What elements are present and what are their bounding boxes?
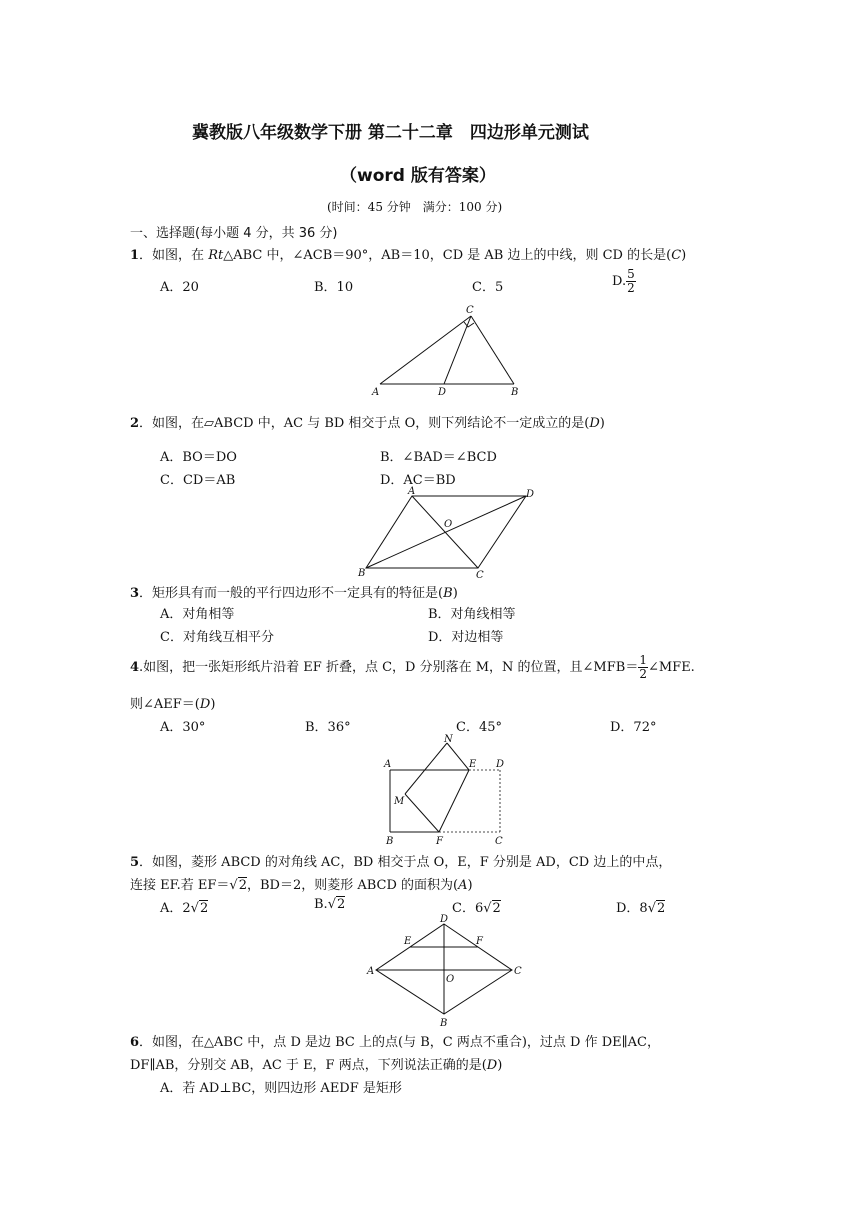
question-number: 4 bbox=[130, 660, 140, 675]
label-o: O bbox=[444, 519, 453, 530]
label-a: A bbox=[408, 486, 416, 497]
right-angle-mark bbox=[464, 322, 474, 327]
label-c: C bbox=[495, 836, 503, 846]
option-a: A．若 AD⊥BC，则四边形 AEDF 是矩形 bbox=[160, 1081, 402, 1096]
label-b: B bbox=[511, 387, 519, 398]
option-c: C．45° bbox=[456, 720, 502, 735]
question-3: 3．矩形具有而一般的平行四边形不一定具有的特征是(B) bbox=[130, 586, 458, 601]
figure-q1-triangle bbox=[360, 300, 530, 400]
section-heading: 一、选择题(每小题 4 分，共 36 分) bbox=[130, 226, 338, 241]
fraction: $\frac{1}{2}$ bbox=[639, 653, 647, 681]
label-b: B bbox=[386, 836, 394, 846]
label-a: A bbox=[367, 966, 375, 977]
option-c: C．6√2 bbox=[452, 901, 501, 916]
fold-line-ef bbox=[439, 770, 469, 832]
question-number: 5 bbox=[130, 855, 140, 870]
question-number: 1 bbox=[130, 248, 140, 263]
answer: D bbox=[589, 416, 600, 431]
answer: D bbox=[486, 1058, 498, 1073]
answer: C bbox=[671, 248, 682, 263]
question-4-line2: 则∠AEF＝(D) bbox=[130, 697, 216, 712]
option-a: A．对角相等 bbox=[160, 607, 235, 622]
question-4: 4.如图，把一张矩形纸片沿着 EF 折叠，点 C，D 分别落在 M，N 的位置，且∠MFB＝ $\frac{1}{2}$ ∠MFE. bbox=[130, 653, 695, 681]
label-c: C bbox=[466, 305, 474, 316]
exam-meta: (时间：45 分钟 满分：100 分) bbox=[327, 200, 503, 214]
fraction: $\frac{5}{2}$ bbox=[627, 267, 635, 295]
option-b: B.√2 bbox=[314, 897, 346, 912]
option-b: B．36° bbox=[305, 720, 351, 735]
label-b: B bbox=[440, 1018, 448, 1029]
question-number: 6 bbox=[130, 1035, 140, 1050]
option-d: D．对边相等 bbox=[428, 630, 504, 645]
label-b: B bbox=[358, 568, 366, 579]
option-d: D. $\frac{5}{2}$ bbox=[612, 267, 635, 295]
label-c: C bbox=[476, 570, 484, 580]
option-a: A．30° bbox=[160, 720, 206, 735]
answer: B bbox=[443, 586, 453, 601]
answer: D bbox=[199, 697, 211, 712]
option-d: D．AC＝BD bbox=[380, 473, 456, 488]
question-5-line2: 连接 EF.若 EF＝√2，BD＝2，则菱形 ABCD 的面积为(A) bbox=[130, 878, 473, 893]
label-e: E bbox=[404, 936, 412, 947]
option-a: A．2√2 bbox=[160, 901, 209, 916]
label-m: M bbox=[394, 796, 405, 807]
option-b: B．对角线相等 bbox=[428, 607, 516, 622]
option-b: B．∠BAD＝∠BCD bbox=[380, 450, 497, 465]
option-d: D．8√2 bbox=[616, 901, 666, 916]
option-c: C．CD＝AB bbox=[160, 473, 236, 488]
label-d: D bbox=[496, 759, 505, 770]
figure-q2-parallelogram bbox=[350, 484, 550, 580]
label-d: D bbox=[440, 914, 449, 925]
label-o: O bbox=[446, 974, 455, 985]
side-cb bbox=[471, 316, 514, 384]
answer: A bbox=[458, 878, 468, 893]
label-c: C bbox=[514, 966, 522, 977]
figure-q4-folded-rectangle bbox=[380, 734, 520, 846]
question-2: 2．如图，在▱ABCD 中，AC 与 BD 相交于点 O，则下列结论不一定成立的是(D) bbox=[130, 416, 605, 431]
option-a: A．20 bbox=[160, 280, 199, 295]
label-d: D bbox=[438, 387, 447, 398]
question-5: 5．如图，菱形 ABCD 的对角线 AC，BD 相交于点 O，E，F 分别是 AD，CD 边上的中点， bbox=[130, 855, 672, 870]
label-n: N bbox=[444, 734, 453, 745]
question-number: 2 bbox=[130, 416, 140, 431]
question-1: 1．如图，在 Rt△ABC 中，∠ACB＝90°，AB＝10，CD 是 AB 边上的中线，则 CD 的长是(C) bbox=[130, 248, 687, 263]
question-6-line2: DF∥AB，分别交 AB，AC 于 E，F 两点，下列说法正确的是(D) bbox=[130, 1058, 503, 1073]
side-en bbox=[447, 743, 469, 770]
figure-q5-rhombus bbox=[362, 912, 532, 1032]
option-a: A．BO＝DO bbox=[160, 450, 237, 465]
label-d: D bbox=[526, 489, 535, 500]
option-c: C．5 bbox=[472, 280, 504, 295]
page-subtitle: （word 版有答案） bbox=[340, 166, 496, 186]
label-f: F bbox=[476, 936, 483, 947]
question-6: 6．如图，在△ABC 中，点 D 是边 BC 上的点(与 B，C 两点不重合)，过点 D 作 DE∥AC， bbox=[130, 1035, 660, 1050]
side-nm bbox=[405, 743, 447, 794]
option-c: C．对角线互相平分 bbox=[160, 630, 274, 645]
option-d: D．72° bbox=[610, 720, 657, 735]
option-b: B．10 bbox=[314, 280, 354, 295]
side-mf bbox=[405, 794, 439, 832]
question-number: 3 bbox=[130, 586, 140, 601]
label-f: F bbox=[436, 836, 443, 846]
label-a: A bbox=[372, 387, 380, 398]
page-title: 冀教版八年级数学下册 第二十二章 四边形单元测试 bbox=[192, 123, 589, 143]
label-a: A bbox=[384, 759, 392, 770]
label-e: E bbox=[469, 759, 477, 770]
